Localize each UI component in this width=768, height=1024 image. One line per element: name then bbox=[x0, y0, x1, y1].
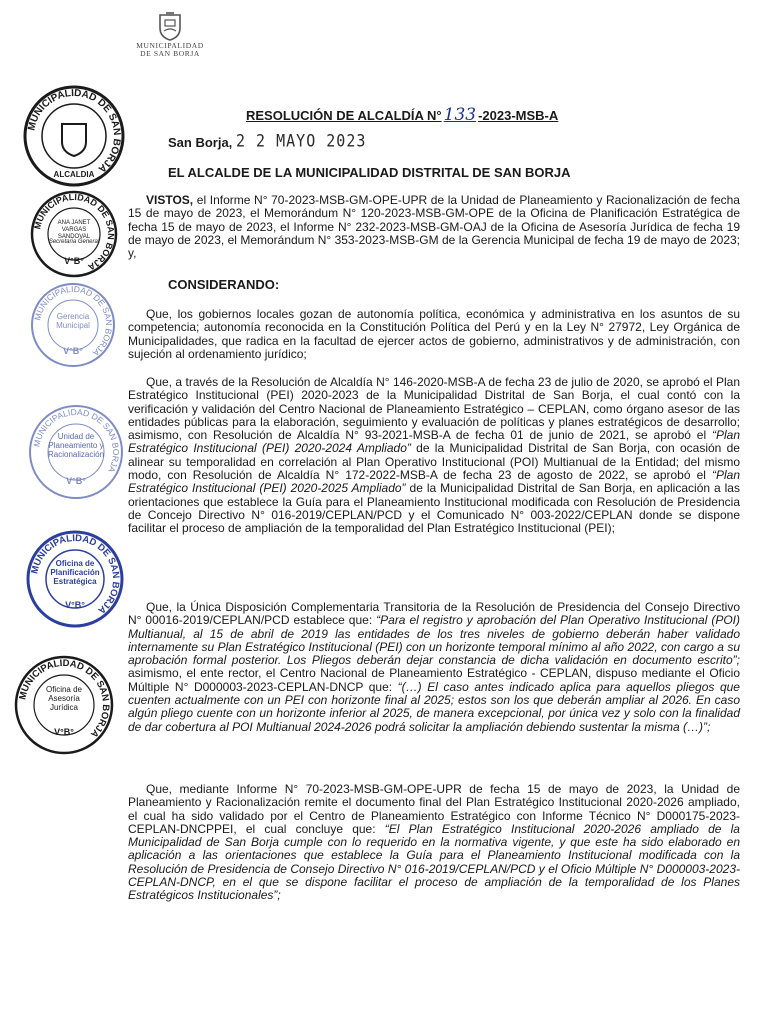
stamp-3-ring-text: MUNICIPALIDAD DE SAN BORJA bbox=[32, 283, 115, 359]
stamp-5-line-1: Oficina de bbox=[55, 559, 95, 568]
stamp-3-line-2: Municipal bbox=[56, 321, 90, 330]
vistos-paragraph bbox=[128, 194, 740, 260]
p4-quote: “El Plan Estratégico Institucional 2020-2026 ampliado de la Municipalidad de San Borja cumple con lo requerido en la normativa vigente, y que este ha sido elaborado en aplicación a las orientaciones que establece la Guía para el Planeamiento Institucional modificada con la Resolución de Presidencia de Consejo Directivo N° 016-2019/CEPLAN/PCD y el Oficio Múltiple N° D000003-2023-CEPLAN-DNCP, en el que se dispone facilitar el proceso de ampliación de la temporalidad de los Planes Estratégicos Institucionales”; bbox=[128, 821, 740, 903]
p3-text-b: asimismo, el ente rector, el Centro Nacional de Planeamiento Estratégico - CEPLAN, dispuso mediante el Oficio Múltiple N° D000003-2023-CEPLAN-DNCP que: bbox=[128, 666, 740, 694]
logo-line-1: MUNICIPALIDAD bbox=[136, 41, 204, 50]
title-prefix: RESOLUCIÓN DE ALCALDÍA N° bbox=[246, 108, 442, 123]
coat-of-arms-icon bbox=[157, 12, 183, 42]
considerando-heading: CONSIDERANDO: bbox=[168, 277, 280, 292]
stamp-3-line-1: Gerencia bbox=[56, 312, 90, 321]
vistos-text: el Informe N° 70-2023-MSB-GM-OPE-UPR de la Unidad de Planeamiento y Racionalización de fecha 15 de mayo de 2023, el Memorándum N° 120-2023-MSB-GM-OPE de la Oficina de Planificación Estratégica de fecha 15 de mayo de 2023, el Informe N° 232-2023-MSB-GM-OAJ de la Oficina de Asesoría Jurídica de fecha 19 de mayo de 2023, el Memorándum N° 353-2023-MSB-GM de la Gerencia Municipal de fecha 19 de mayo de 2023; y, bbox=[128, 193, 740, 261]
p3-quote-a: “Para el registro y aprobación del Plan Operativo Institucional (POI) Multianual, al 15 de abril de 2019 las entidades de los tres niveles de gobierno deberán haber validado internamente su Plan Estratégico Institucional (PEI) con un horizonte temporal mínimo al año 2022, con cargo a su aprobación formal posterior. Los Pliegos deberán dejar constancia de dicha validación en documento escrito”; bbox=[128, 613, 740, 668]
stamp-5-line-2: Planificación bbox=[50, 568, 100, 577]
resolution-title bbox=[246, 105, 558, 125]
p1-text: Que, los gobiernos locales gozan de autonomía política, económica y administrativa en los asuntos de su competencia; autonomía reconocida en la Constitución Política del Perú y en la Ley N° 27972, Ley Orgánica de Municipalidades, que radica en la facultad de ejercer actos de gobierno, administrativos y de administración, con sujeción al ordenamiento jurídico; bbox=[128, 307, 740, 361]
municipality-logo bbox=[130, 12, 210, 58]
vistos-lead: VISTOS, bbox=[146, 193, 194, 207]
logo-line-2: DE SAN BORJA bbox=[140, 49, 200, 58]
p2-text-c: de la Municipalidad Distrital de San Borja, en aplicación a las orientaciones que establece la Guía para el Planeamiento Institucional modificada con Resolución de Presidencia de Concejo Directivo N° 016-2019/CEPLAN/PCD y el Comunicado N° 003-2022/CEPLAN donde se dispone facilitar el proceso de ampliación de la temporalidad del Plan Estratégico Institucional (PEI); bbox=[128, 481, 740, 536]
stamp-4-line-3: Racionalización bbox=[47, 450, 105, 459]
stamp-4-line-1: Unidad de bbox=[57, 432, 95, 441]
stamp-5-line-3: Estratégica bbox=[53, 577, 97, 586]
p3-text-a: Que, la Única Disposición Complementaria Transitoria de la Resolución de Presidencia del Consejo Directivo N° 00016-2019/CEPLAN/PCD establece que: bbox=[128, 600, 740, 628]
stamp-5-ring-text: MUNICIPALIDAD DE SAN BORJA bbox=[29, 532, 122, 616]
p4-text-a: Que, mediante Informe N° 70-2023-MSB-GM-OPE-UPR de fecha 15 de mayo de 2023, la Unidad de Planeamiento y Racionalización remite el documento final del Plan Estratégico Institucional 2020-2026 ampliado, el cual ha sido validado por el Centro de Planeamiento Estratégico con Informe Técnico N° D000175-2023-CEPLAN-DNCPPEI, el cual concluye que: bbox=[128, 782, 740, 836]
strategic-planning-office-stamp bbox=[26, 530, 124, 628]
stamp-2-ring-text: MUNICIPALIDAD DE SAN BORJA bbox=[32, 191, 117, 273]
stamp-4-ring-text: MUNICIPALIDAD DE SAN BORJA bbox=[31, 406, 122, 475]
stamp-6-line-1: Oficina de bbox=[45, 685, 83, 694]
p2-text-a: Que, a través de la Resolución de Alcaldía N° 146-2020-MSB-A de fecha 23 de julio de 2020, se aprobó el Plan Estratégico Institucional (PEI) 2020-2023 de la Municipalidad Distrital de San Borja, el cual contó con la verificación y validación del Centro Nacional de Planeamiento Estratégico – CEPLAN, como órgano asesor de las entidades públicas para la elaboración, seguimiento y evaluación de políticas y planes estratégicos de desarrollo; asimismo, con Resolución de Alcaldía N° 93-2021-MSB-A de fecha 01 de junio de 2021, se aprobó el bbox=[128, 375, 740, 443]
p2-quote-a: “Plan Estratégico Institucional (PEI) 2020-2024 Ampliado” bbox=[128, 428, 740, 456]
mayor-heading: EL ALCALDE DE LA MUNICIPALIDAD DISTRITAL DE SAN BORJA bbox=[168, 165, 571, 180]
mayor-office-stamp bbox=[22, 84, 126, 188]
stamp-6-line-3: Jurídica bbox=[49, 703, 78, 712]
place-label: San Borja, bbox=[168, 135, 233, 150]
stamp-4-vb: V°B° bbox=[66, 476, 86, 486]
paragraph-2 bbox=[128, 376, 740, 536]
stamp-2-name: ANA JANET VARGAS SANDOVAL bbox=[57, 220, 91, 240]
title-suffix: -2023-MSB-A bbox=[478, 108, 559, 123]
paragraph-1 bbox=[128, 308, 740, 361]
stamp-1-ring-text: MUNICIPALIDAD DE SAN BORJA bbox=[26, 87, 123, 175]
stamp-5-vb: V°B° bbox=[65, 600, 85, 610]
stamp-6-line-2: Asesoría bbox=[48, 694, 80, 703]
resolution-number: 133 bbox=[443, 105, 477, 125]
general-secretary-stamp bbox=[30, 190, 118, 278]
legal-office-stamp bbox=[14, 655, 114, 755]
date-stamp: 2 2 MAYO 2023 bbox=[236, 130, 367, 152]
stamp-2-vb: V°B° bbox=[64, 256, 84, 266]
stamp-4-line-2: Planeamiento y bbox=[48, 441, 104, 450]
paragraph-4 bbox=[128, 783, 740, 903]
planning-unit-stamp bbox=[28, 404, 124, 500]
p3-quote-b: “(…) El caso antes indicado aplica para aquellos pliegos que cuenten actualmente con un PEI con horizonte final al 2025; estos son los que deberán ampliar al 2026. En caso algún pliego cuente con un horizonte inferior al 2025, de manera excepcional, por única vez y solo con la finalidad de dar cobertura al POI Multianual 2024-2026 podrá solicitar la ampliación debiendo sustentar la misma (…)”; bbox=[128, 679, 740, 734]
stamp-6-ring-text: MUNICIPALIDAD DE SAN BORJA bbox=[17, 657, 112, 740]
p2-text-b: de la Municipalidad Distrital de San Borja, con ocasión de alinear su temporalidad en correlación al Plan Operativo Institucional (POI) Multianual de la Entidad; del mismo modo, con Resolución de Alcaldía N° 172-2022-MSB-A de fecha 23 de agosto de 2022, se aprobó el bbox=[128, 441, 740, 483]
stamp-1-bottom: ALCALDIA bbox=[53, 170, 95, 179]
municipal-management-stamp bbox=[30, 282, 116, 368]
p2-quote-b: “Plan Estratégico Institucional (PEI) 2020-2025 Ampliado” bbox=[128, 468, 740, 496]
stamp-3-vb: V°B° bbox=[63, 346, 83, 356]
paragraph-3 bbox=[128, 601, 740, 734]
stamp-6-vb: V°B° bbox=[54, 727, 74, 737]
stamp-2-role: Secretaria General bbox=[48, 239, 100, 245]
